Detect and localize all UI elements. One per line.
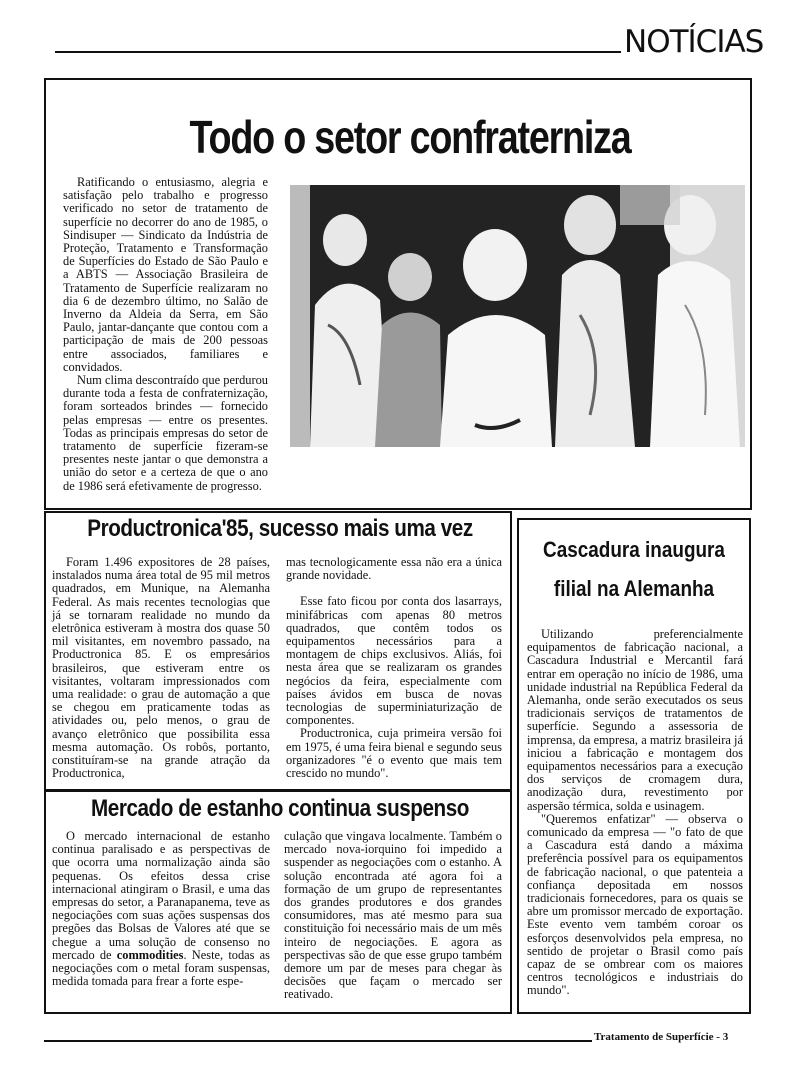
- tin-text-before: O mercado internacional de estanho continua paralisado e as perspectivas de que ocorra uma normalização ainda são pequenas. Os efeitos dessa crise internacional atingiram o Brasil, e uma das empresas do setor, a Paranapanema, teve as negociações com suas ações suspensas dos pregões das Bolsas de Valores até que se chegue a uma solução de consenso no mercado de: [52, 829, 270, 962]
- cascadura-paragraph: Utilizando preferencialmente equipamentos de fabricação nacional, a Cascadura Industrial e Mercantil fará entrar em operação no início de 1986, uma unidade industrial na República Federal da Alemanha, onde serão executados os seus tradicionais serviços de tratamentos de superfície. Segundo a assessoria de imprensa, da empresa, a matriz brasileira já iniciou a fabricação e montagem dos equipamentos necessários para a execução dos serviços de cromagem dura, anodização dura, revestimento por aspersão térmica, solda e usinagem.: [527, 627, 743, 813]
- tin-text-after: . Neste, todas as negociações com o metal foram suspensas, medida tomada para frear a forte espe-: [52, 947, 270, 989]
- main-headline: Todo o setor confraterniza: [189, 111, 631, 163]
- cascadura-text: [527, 628, 743, 998]
- main-article-paragraph: Ratificando o entusiasmo, alegria e satisfação pelo trabalho e progresso verificado no setor de tratamento de superfície no decorrer do ano de 1985, o Sindisuper — Sindicato da Indústria de Proteção, Tratamento e Transformação de Superfícies do Estado de São Paulo e a ABTS — Associação Brasileira de Tratamento de Superfície realizaram no dia 6 de dezembro último, no Salão de Inverno da Aldeia da Serra, em São Paulo, jantar-dançante que contou com a participação de mais de 200 pessoas entre associados, familiares e convidados.: [63, 175, 268, 374]
- cascadura-headline-line-2: filial na Alemanha: [553, 576, 715, 601]
- productronica-paragraph: Productronica, cuja primeira versão foi em 1975, é uma feira bienal e segundo seus organizadores "é o evento que mais tem crescido no mundo".: [286, 726, 502, 781]
- tin-text-bold: commodities: [116, 947, 184, 962]
- productronica-paragraph: Foram 1.496 expositores de 28 países, instalados numa área total de 95 mil metros quadrados, em Munique, na Alemanha Federal. As mais recentes tecnologias que já se tornaram realidade no mundo da eletrônica estiveram à mostra dos quase 50 mil visitantes, em novembro passado, na Productronica 85. E os empresários brasileiros, que estiveram entre os visitantes, voltaram impressionados com uma realidade: o grau de automação a que se chegou em praticamente todas as atividades ou, pelo menos, o grau de avanço eletrônico que possibilita essa mesma automação. Os robôs, portanto, constituíram-se na grande atração da Productronica,: [52, 555, 270, 781]
- tin-market-paragraph: culação que vingava localmente. Também o mercado nova-iorquino foi impedido a suspender as negociações com o estanho. A solução encontrada até agora foi a formação de um grupo de representantes dos grandes produtores e dos grandes consumidores, mas até mesmo para sua constituição foi necessário mais de um mês inteiro de negociações. E agora as perspectivas são de que esse grupo também demore um par de meses para chegar às decisões que façam o mercado ser reativado.: [284, 829, 502, 1002]
- productronica-paragraph: mas tecnologicamente essa não era a única grande novidade.: [286, 555, 502, 583]
- event-photo: [290, 185, 745, 447]
- productronica-headline: Productronica'85, sucesso mais uma vez: [87, 515, 473, 542]
- productronica-paragraph: Esse fato ficou por conta dos lasarrays, minifábricas com apenas 80 metros quadrados, que contêm todos os equipamentos necessários para a montagem de chips exclusivos. Aliás, foi nesta área que se realizaram os grandes negócios da feira, especialmente com países ávidos em busca de novas tecnologias de superminiaturização de componentes.: [286, 594, 502, 728]
- tin-market-column-1: [52, 830, 270, 988]
- tin-market-headline: Mercado de estanho continua suspenso: [91, 795, 469, 822]
- cascadura-headline-line-1: Cascadura inaugura: [543, 537, 725, 562]
- main-article-paragraph: Num clima descontraído que perdurou durante toda a festa de confraternização, foram sorteados brindes — fornecido pelas empresas — entre os presentes. Todas as principais empresas do setor de tratamento de superfície fizeram-se presentes neste jantar o que demonstra a união do setor e a certeza de que o ano de 1986 será efetivamente de progresso.: [63, 373, 268, 493]
- event-photo-image: [290, 185, 745, 447]
- productronica-column-1: [52, 556, 270, 780]
- footer-page-label: Tratamento de Superfície - 3: [594, 1031, 729, 1043]
- cascadura-paragraph: "Queremos enfatizar" — observa o comunicado da empresa — "o fato de que a Cascadura está dando a máxima preferência possível para os equipamentos de fabricação nacional, o que patenteia a confiança depositada em nossos tradicionais fornecedores, para os quais se abre um promissor mercado de exportação. Este evento vem também coroar os esforços desenvolvidos pela empresa, no sentido de projetar o Brasil como país capaz de se ombrear com os maiores centros tecnológicos e industriais do mundo".: [527, 811, 743, 998]
- footer-rule: [44, 1040, 592, 1042]
- section-label: NOTÍCIAS: [624, 24, 764, 60]
- header-rule: [55, 51, 621, 53]
- main-article-text: [63, 176, 268, 493]
- tin-market-column-2: [284, 830, 502, 1002]
- tin-market-paragraph: [52, 830, 270, 988]
- productronica-column-2: [286, 556, 502, 780]
